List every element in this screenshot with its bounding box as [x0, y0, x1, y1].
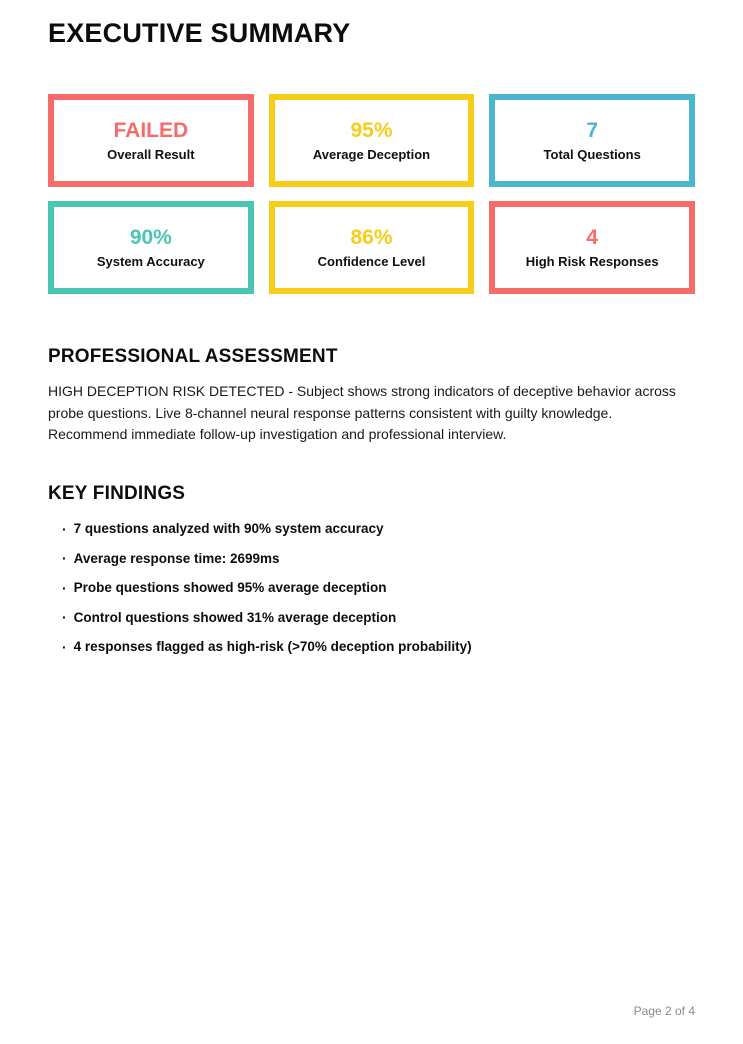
finding-text: 4 responses flagged as high-risk (>70% deception probability): [73, 639, 472, 655]
finding-text: Control questions showed 31% average deception: [73, 609, 397, 625]
key-findings-list: [48, 522, 695, 654]
stat-card-average-deception: [269, 94, 475, 187]
stat-label-average-deception: Average Deception: [312, 147, 431, 163]
stat-card-high-risk-responses: [489, 201, 695, 294]
bullet-marker: ·: [62, 638, 67, 655]
bullet-marker: ·: [62, 550, 67, 567]
finding-item: [62, 522, 695, 536]
finding-item: [62, 581, 695, 595]
stat-value-confidence-level: 86%: [350, 226, 393, 250]
stat-card-overall-result: [48, 94, 254, 187]
stat-card-system-accuracy: [48, 201, 254, 294]
stat-value-total-questions: 7: [586, 119, 598, 143]
stat-label-total-questions: Total Questions: [543, 147, 641, 163]
professional-assessment-body: HIGH DECEPTION RISK DETECTED - Subject shows strong indicators of deceptive behavior across probe questions. Live 8-channel neural response patterns consistent with guilty knowledge. Recommend immediate follow-up investigation and professional interview.: [48, 383, 676, 443]
stat-label-high-risk-responses: High Risk Responses: [525, 254, 659, 270]
finding-item: [62, 610, 695, 624]
finding-text: Probe questions showed 95% average deception: [73, 580, 387, 596]
stat-value-high-risk-responses: 4: [586, 226, 598, 250]
finding-item: [62, 640, 695, 654]
bullet-marker: ·: [62, 579, 67, 596]
finding-text: Average response time: 2699ms: [73, 550, 280, 566]
stat-card-confidence-level: [269, 201, 475, 294]
professional-assessment-heading: PROFESSIONAL ASSESSMENT: [48, 346, 338, 368]
page-number: Page 2 of 4: [633, 1004, 695, 1018]
stat-value-overall-result: FAILED: [113, 119, 189, 143]
finding-item: [62, 551, 695, 565]
stat-card-total-questions: [489, 94, 695, 187]
stat-value-system-accuracy: 90%: [129, 226, 172, 250]
stat-label-system-accuracy: System Accuracy: [96, 254, 205, 270]
key-findings-heading: KEY FINDINGS: [48, 482, 186, 504]
page-title: EXECUTIVE SUMMARY: [48, 18, 351, 48]
stat-label-confidence-level: Confidence Level: [317, 254, 426, 270]
stat-label-overall-result: Overall Result: [107, 147, 195, 163]
summary-stats-grid: [48, 94, 695, 294]
finding-text: 7 questions analyzed with 90% system accuracy: [73, 521, 384, 537]
bullet-marker: ·: [62, 609, 67, 626]
bullet-marker: ·: [62, 520, 67, 537]
stat-value-average-deception: 95%: [350, 119, 393, 143]
